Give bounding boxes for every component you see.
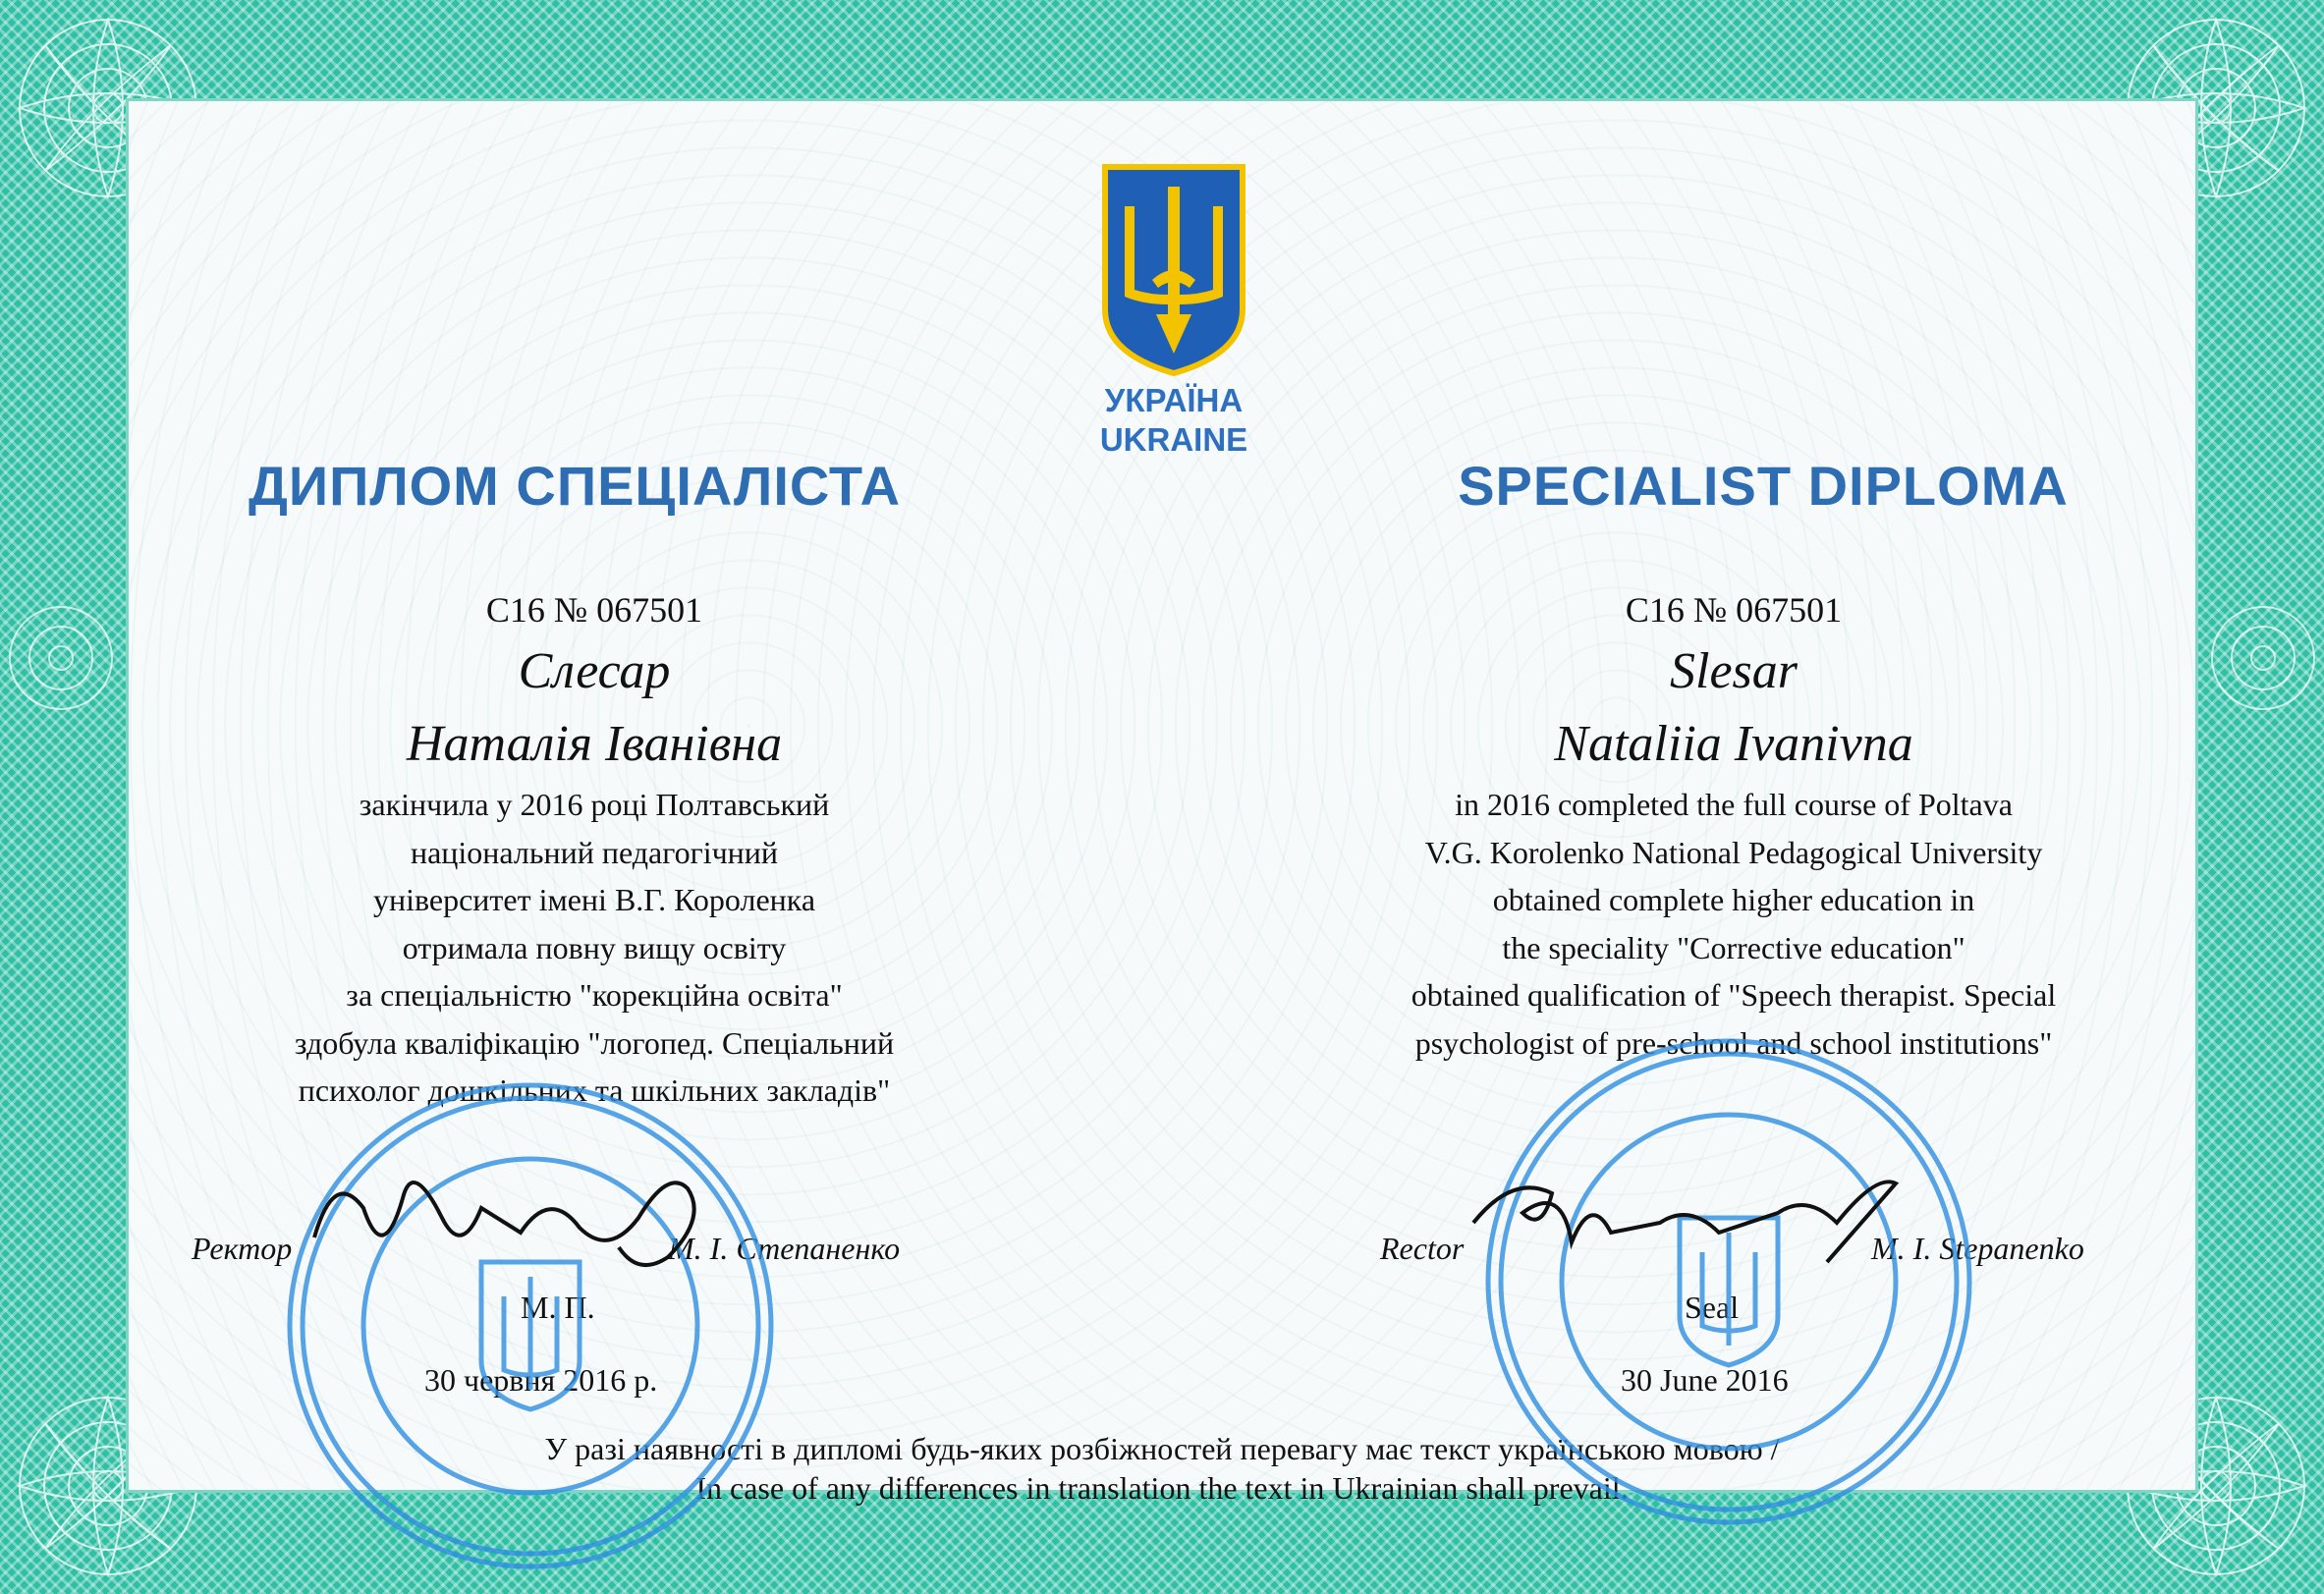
- body-line: за спеціальністю "корекційна освіта": [346, 977, 843, 1013]
- diploma-number: С16 № 067501: [485, 590, 703, 630]
- body-line: V.G. Korolenko National Pedagogical University: [1424, 834, 2043, 870]
- title-english: SPECIALIST DIPLOMA: [1458, 455, 2069, 517]
- country-en: UKRAINE: [1099, 421, 1248, 458]
- rosette-right-mid: [2204, 599, 2322, 717]
- surname: Slesar: [1670, 643, 1798, 699]
- surname: Слесар: [518, 643, 671, 699]
- body-line: закінчила у 2016 році Полтавський: [359, 787, 830, 822]
- body-line: університет імені В.Г. Короленка: [372, 882, 816, 917]
- issue-date-ua: 30 червня 2016 р.: [424, 1362, 658, 1398]
- rosette-left-mid: [2, 599, 120, 717]
- body-line: obtained qualification of "Speech therapist. Special: [1411, 977, 2057, 1013]
- given-names: Наталія Іванівна: [406, 716, 783, 772]
- body-line: psychologist of pre-school and school institutions": [1414, 1024, 2053, 1061]
- rector-label-en: Rector: [1380, 1231, 1465, 1266]
- body-line: психолог дошкільних та шкільних закладів": [298, 1072, 891, 1108]
- ukrainian-text-column: [221, 584, 968, 1115]
- country-ua: УКРАЇНА: [1104, 382, 1244, 418]
- body-line: отримала повну вищу освіту: [402, 929, 787, 965]
- seal-label-en: Seal: [1685, 1290, 1740, 1325]
- rector-signature-right: [1454, 1154, 1915, 1292]
- rector-name-ua: М. І. Степаненко: [668, 1231, 901, 1266]
- rector-name-en: M. I. Stepanenko: [1871, 1231, 2084, 1266]
- body-line: the speciality "Corrective education": [1502, 929, 1965, 965]
- english-text-column: [1360, 584, 2107, 1067]
- country-name: [1041, 381, 1306, 460]
- body-line: національний педагогічний: [410, 834, 779, 870]
- diploma-number: C16 № 067501: [1625, 590, 1843, 630]
- trident-coat-of-arms-icon: [1095, 162, 1252, 378]
- body-line: obtained complete higher education in: [1492, 882, 1975, 917]
- body-line: in 2016 completed the full course of Poltava: [1455, 787, 2013, 822]
- footer-line-en: In case of any differences in translation the text in Ukrainian shall prevail.: [695, 1470, 1629, 1506]
- rector-signature-left: [295, 1149, 737, 1287]
- given-names: Nataliia Ivanivna: [1554, 716, 1913, 772]
- footer-line-ua: У разі наявності в дипломі будь-яких розбіжностей перевагу має текст українською мовою /: [544, 1431, 1780, 1466]
- issue-date-en: 30 June 2016: [1621, 1362, 1789, 1398]
- seal-label-ua: М. П.: [521, 1290, 595, 1325]
- body-line: здобула кваліфікацію "логопед. Спеціальний: [294, 1024, 895, 1061]
- title-ukrainian: ДИПЛОМ СПЕЦІАЛІСТА: [248, 455, 902, 517]
- rector-label-ua: Ректор: [192, 1231, 293, 1266]
